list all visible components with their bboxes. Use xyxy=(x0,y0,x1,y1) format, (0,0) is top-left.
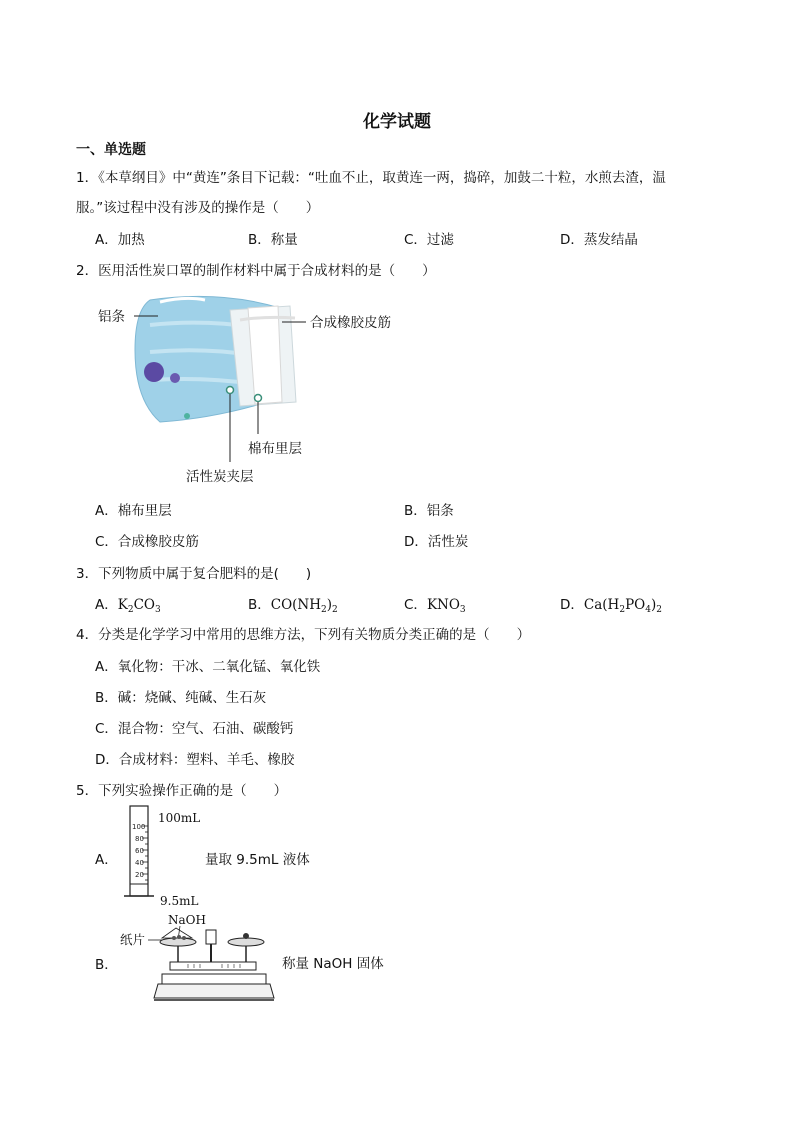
virus-icon-2 xyxy=(170,373,180,383)
naoh-grain-1 xyxy=(172,936,176,940)
q5-option-b-prefix[interactable]: B． xyxy=(95,957,118,973)
carbon-marker xyxy=(227,387,234,394)
measuring-cylinder-figure xyxy=(118,804,208,908)
mask-figure xyxy=(90,290,420,490)
q3-c-formula: $KNO_3$ xyxy=(426,597,466,615)
section-heading: 一、单选题 xyxy=(76,142,146,158)
weight-icon xyxy=(243,933,249,939)
naoh-grain-3 xyxy=(182,936,186,940)
tick-label-60: 60 xyxy=(135,847,144,855)
label-rubber: 合成橡胶皮筋 xyxy=(310,315,391,331)
q5-option-a-prefix[interactable]: A． xyxy=(95,852,118,868)
balance-beam xyxy=(170,962,256,970)
q4-option-c[interactable]: C．混合物：空气、石油、碳酸钙 xyxy=(95,721,294,737)
pointer-head xyxy=(206,930,216,944)
q3-b-prefix: B． xyxy=(248,597,271,613)
tick-label-40: 40 xyxy=(135,859,144,867)
paper-label: 纸片 xyxy=(120,932,146,947)
q4-option-a[interactable]: A．氧化物：干冰、二氧化锰、氧化铁 xyxy=(95,659,321,675)
q1-option-c[interactable]: C．过滤 xyxy=(404,232,454,248)
q5-option-b-text: 称量 NaOH 固体 xyxy=(282,956,384,972)
cylinder-capacity-label: 100mL xyxy=(158,811,201,825)
q1-stem-line1: 1．《本草纲目》中“黄连”条目下记载：“吐血不止，取黄连一两，捣碎，加鼓二十粒，水煎去渣，温 xyxy=(76,170,666,186)
cotton-marker xyxy=(255,395,262,402)
tick-label-20: 20 xyxy=(135,871,144,879)
q2-option-b[interactable]: B．铝条 xyxy=(404,503,454,519)
dot-marker xyxy=(184,413,190,419)
balance-base xyxy=(154,984,274,998)
cylinder-volume-label: 9.5mL xyxy=(160,894,199,908)
naoh-label: NaOH xyxy=(168,913,206,927)
paper-shape xyxy=(162,928,192,938)
q3-c-prefix: C． xyxy=(404,597,427,613)
q1-option-a[interactable]: A．加热 xyxy=(95,232,145,248)
q3-b-formula: $CO(NH_2)_2$ xyxy=(270,597,338,615)
label-carbon: 活性炭夹层 xyxy=(186,469,254,485)
label-aluminum: 铝条 xyxy=(98,309,125,325)
q2-option-a[interactable]: A．棉布里层 xyxy=(95,503,172,519)
q3-option-c[interactable] xyxy=(404,593,466,613)
q4-option-d[interactable]: D．合成材料：塑料、羊毛、橡胶 xyxy=(95,752,295,768)
naoh-grain-2 xyxy=(177,935,181,939)
right-pan xyxy=(228,938,264,946)
q1-option-d[interactable]: D．蒸发结晶 xyxy=(560,232,638,248)
left-pan xyxy=(160,938,196,946)
q1-option-b[interactable]: B．称量 xyxy=(248,232,298,248)
q3-a-prefix: A． xyxy=(95,597,118,613)
q5-option-a-text: 量取 9.5mL 液体 xyxy=(205,852,310,868)
tick-label-100: 100 xyxy=(132,823,146,831)
q2-option-c[interactable]: C．合成橡胶皮筋 xyxy=(95,534,199,550)
q2-option-d[interactable]: D．活性炭 xyxy=(404,534,469,550)
q3-a-formula: $K_2CO_3$ xyxy=(117,597,161,615)
q4-option-b[interactable]: B．碱：烧碱、纯碱、生石灰 xyxy=(95,690,267,706)
q1-stem-line2: 服。”该过程中没有涉及的操作是（ ） xyxy=(76,200,320,216)
q4-stem: 4．分类是化学学习中常用的思维方法，下列有关物质分类正确的是（ ） xyxy=(76,627,531,643)
tick-label-80: 80 xyxy=(135,835,144,843)
q3-option-a[interactable] xyxy=(95,593,161,613)
balance-base-top xyxy=(162,974,266,984)
q3-d-formula: $Ca(H_2PO_4)_2$ xyxy=(583,597,662,615)
q2-stem: 2．医用活性炭口罩的制作材料中属于合成材料的是（ ） xyxy=(76,263,436,279)
virus-icon-1 xyxy=(144,362,164,382)
q3-option-b[interactable] xyxy=(248,593,338,613)
q3-d-prefix: D． xyxy=(560,597,584,613)
page-title: 化学试题 xyxy=(363,112,431,132)
q5-stem: 5．下列实验操作正确的是（ ） xyxy=(76,783,288,799)
q3-option-d[interactable] xyxy=(560,593,662,613)
label-cotton: 棉布里层 xyxy=(248,441,302,457)
q3-stem: 3．下列物质中属于复合肥料的是( ) xyxy=(76,566,312,582)
balance-figure xyxy=(118,908,278,1004)
